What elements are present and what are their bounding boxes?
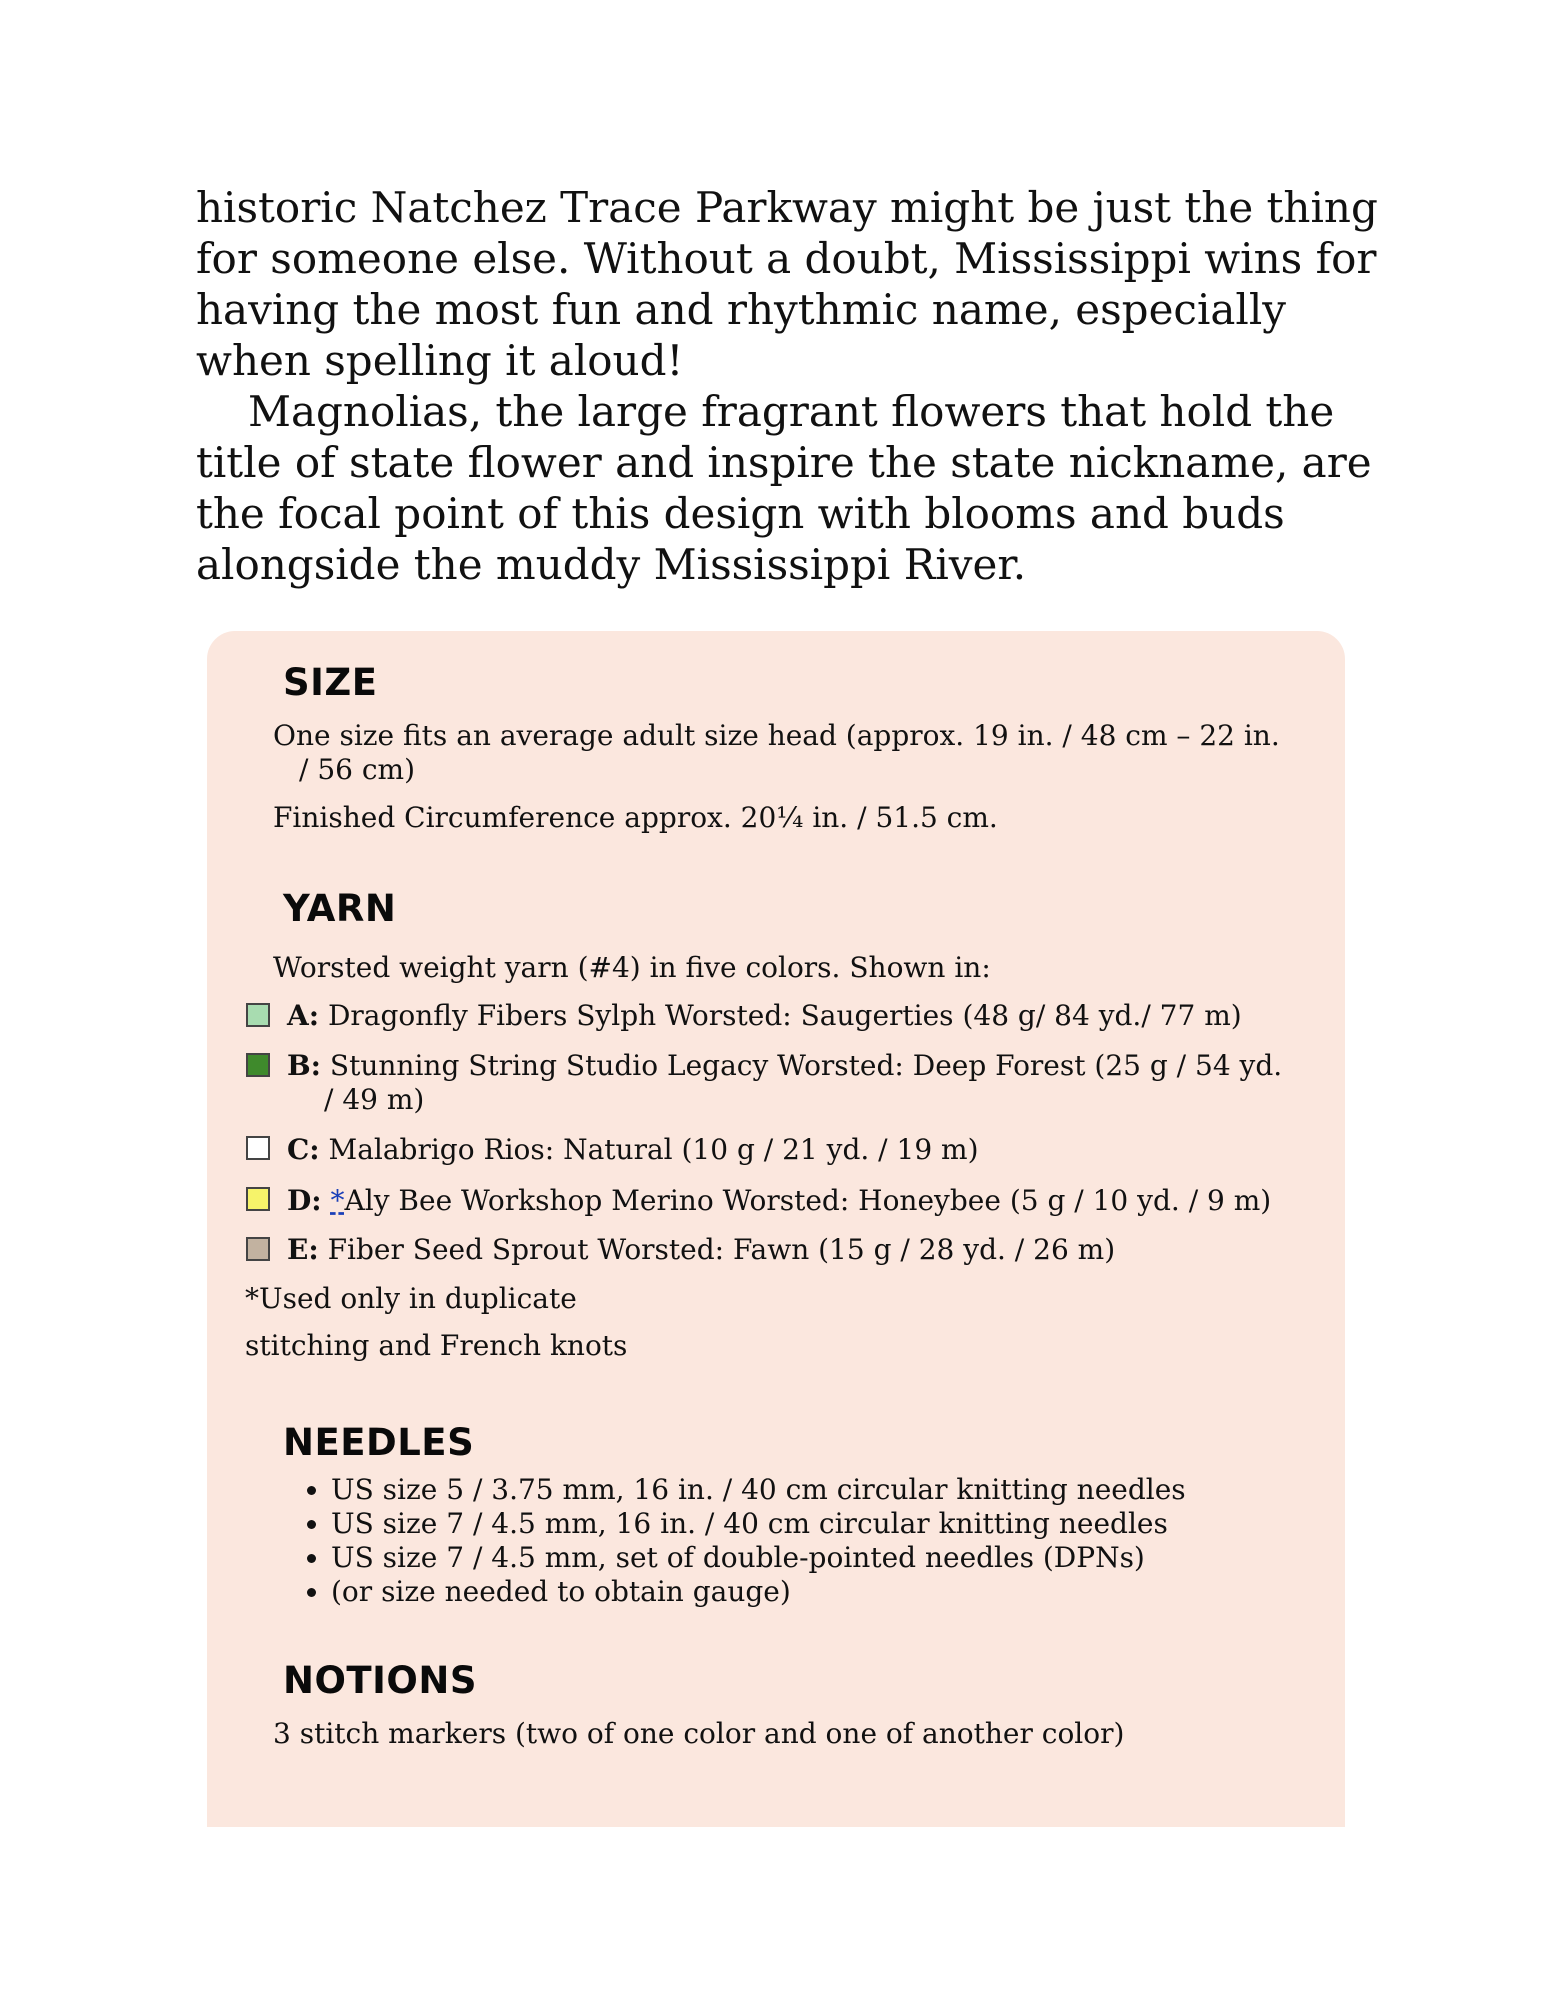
- size-heading: SIZE: [283, 661, 378, 704]
- size-line-1: One size fits an average adult size head (approx. 19 in. / 48 cm – 22 in.: [273, 719, 1280, 752]
- intro-paragraph-1: historic Natchez Trace Parkway might be just the thing for someone else. Without a doubt, Mississippi wins for having the most fun and rhythmic name, especially when spelling it aloud!: [196, 183, 1378, 385]
- yarn-swatch-d: [246, 1187, 270, 1211]
- yarn-swatch-e: [246, 1237, 270, 1261]
- yarn-item-a: [287, 999, 1242, 1033]
- size-line-1-cont: / 56 cm): [299, 753, 416, 786]
- yarn-text-d: Aly Bee Workshop Merino Worsted: Honeybee (5 g / 10 yd. / 9 m): [344, 1184, 1272, 1217]
- pattern-details-box: [207, 631, 1345, 1827]
- yarn-letter-c: C:: [287, 1133, 320, 1166]
- notions-text: 3 stitch markers (two of one color and one of another color): [273, 1717, 1125, 1750]
- yarn-swatch-a: [246, 1003, 270, 1027]
- yarn-heading: YARN: [283, 887, 397, 930]
- needles-item: • US size 7 / 4.5 mm, 16 in. / 40 cm circular knitting needles: [331, 1507, 1186, 1541]
- yarn-text-a: Dragonfly Fibers Sylph Worsted: Saugerties (48 g/ 84 yd./ 77 m): [327, 999, 1242, 1032]
- yarn-item-c: [287, 1133, 979, 1167]
- yarn-letter-a: A:: [287, 999, 320, 1032]
- intro-text: [196, 182, 1386, 590]
- yarn-text-c: Malabrigo Rios: Natural (10 g / 21 yd. / 19 m): [328, 1133, 979, 1166]
- needles-item: • (or size needed to obtain gauge): [331, 1575, 1186, 1609]
- yarn-swatch-b: [246, 1053, 270, 1077]
- yarn-text-b-cont: / 49 m): [324, 1083, 425, 1116]
- yarn-text-b: Stunning String Studio Legacy Worsted: Deep Forest (25 g / 54 yd.: [329, 1049, 1283, 1082]
- yarn-footnote-line-2: stitching and French knots: [245, 1329, 628, 1362]
- needles-list: [289, 1473, 1186, 1609]
- notions-heading: NOTIONS: [283, 1659, 477, 1702]
- yarn-item-e: [287, 1233, 1115, 1267]
- size-circumference: Finished Circumference approx. 20¼ in. / 51.5 cm.: [273, 801, 998, 834]
- yarn-intro: Worsted weight yarn (#4) in five colors. Shown in:: [273, 951, 991, 984]
- yarn-item-b: [287, 1049, 1282, 1083]
- yarn-letter-d: D:: [287, 1184, 322, 1217]
- yarn-text-e: Fiber Seed Sprout Worsted: Fawn (15 g / 28 yd. / 26 m): [327, 1233, 1116, 1266]
- footnote-asterisk-link[interactable]: *: [330, 1184, 345, 1217]
- needles-heading: NEEDLES: [283, 1421, 475, 1464]
- needles-item: • US size 5 / 3.75 mm, 16 in. / 40 cm circular knitting needles: [331, 1473, 1186, 1507]
- yarn-footnote-line-1: *Used only in duplicate: [245, 1282, 577, 1315]
- needles-item: • US size 7 / 4.5 mm, set of double-pointed needles (DPNs): [331, 1541, 1186, 1575]
- intro-paragraph-2: Magnolias, the large fragrant flowers that hold the title of state flower and inspire the state nickname, are the focal point of this design with blooms and buds alongside the muddy Mississippi River.: [196, 387, 1372, 589]
- yarn-letter-e: E:: [287, 1233, 319, 1266]
- yarn-swatch-c: [246, 1136, 270, 1160]
- yarn-item-d: [287, 1184, 1271, 1218]
- yarn-letter-b: B:: [287, 1049, 322, 1082]
